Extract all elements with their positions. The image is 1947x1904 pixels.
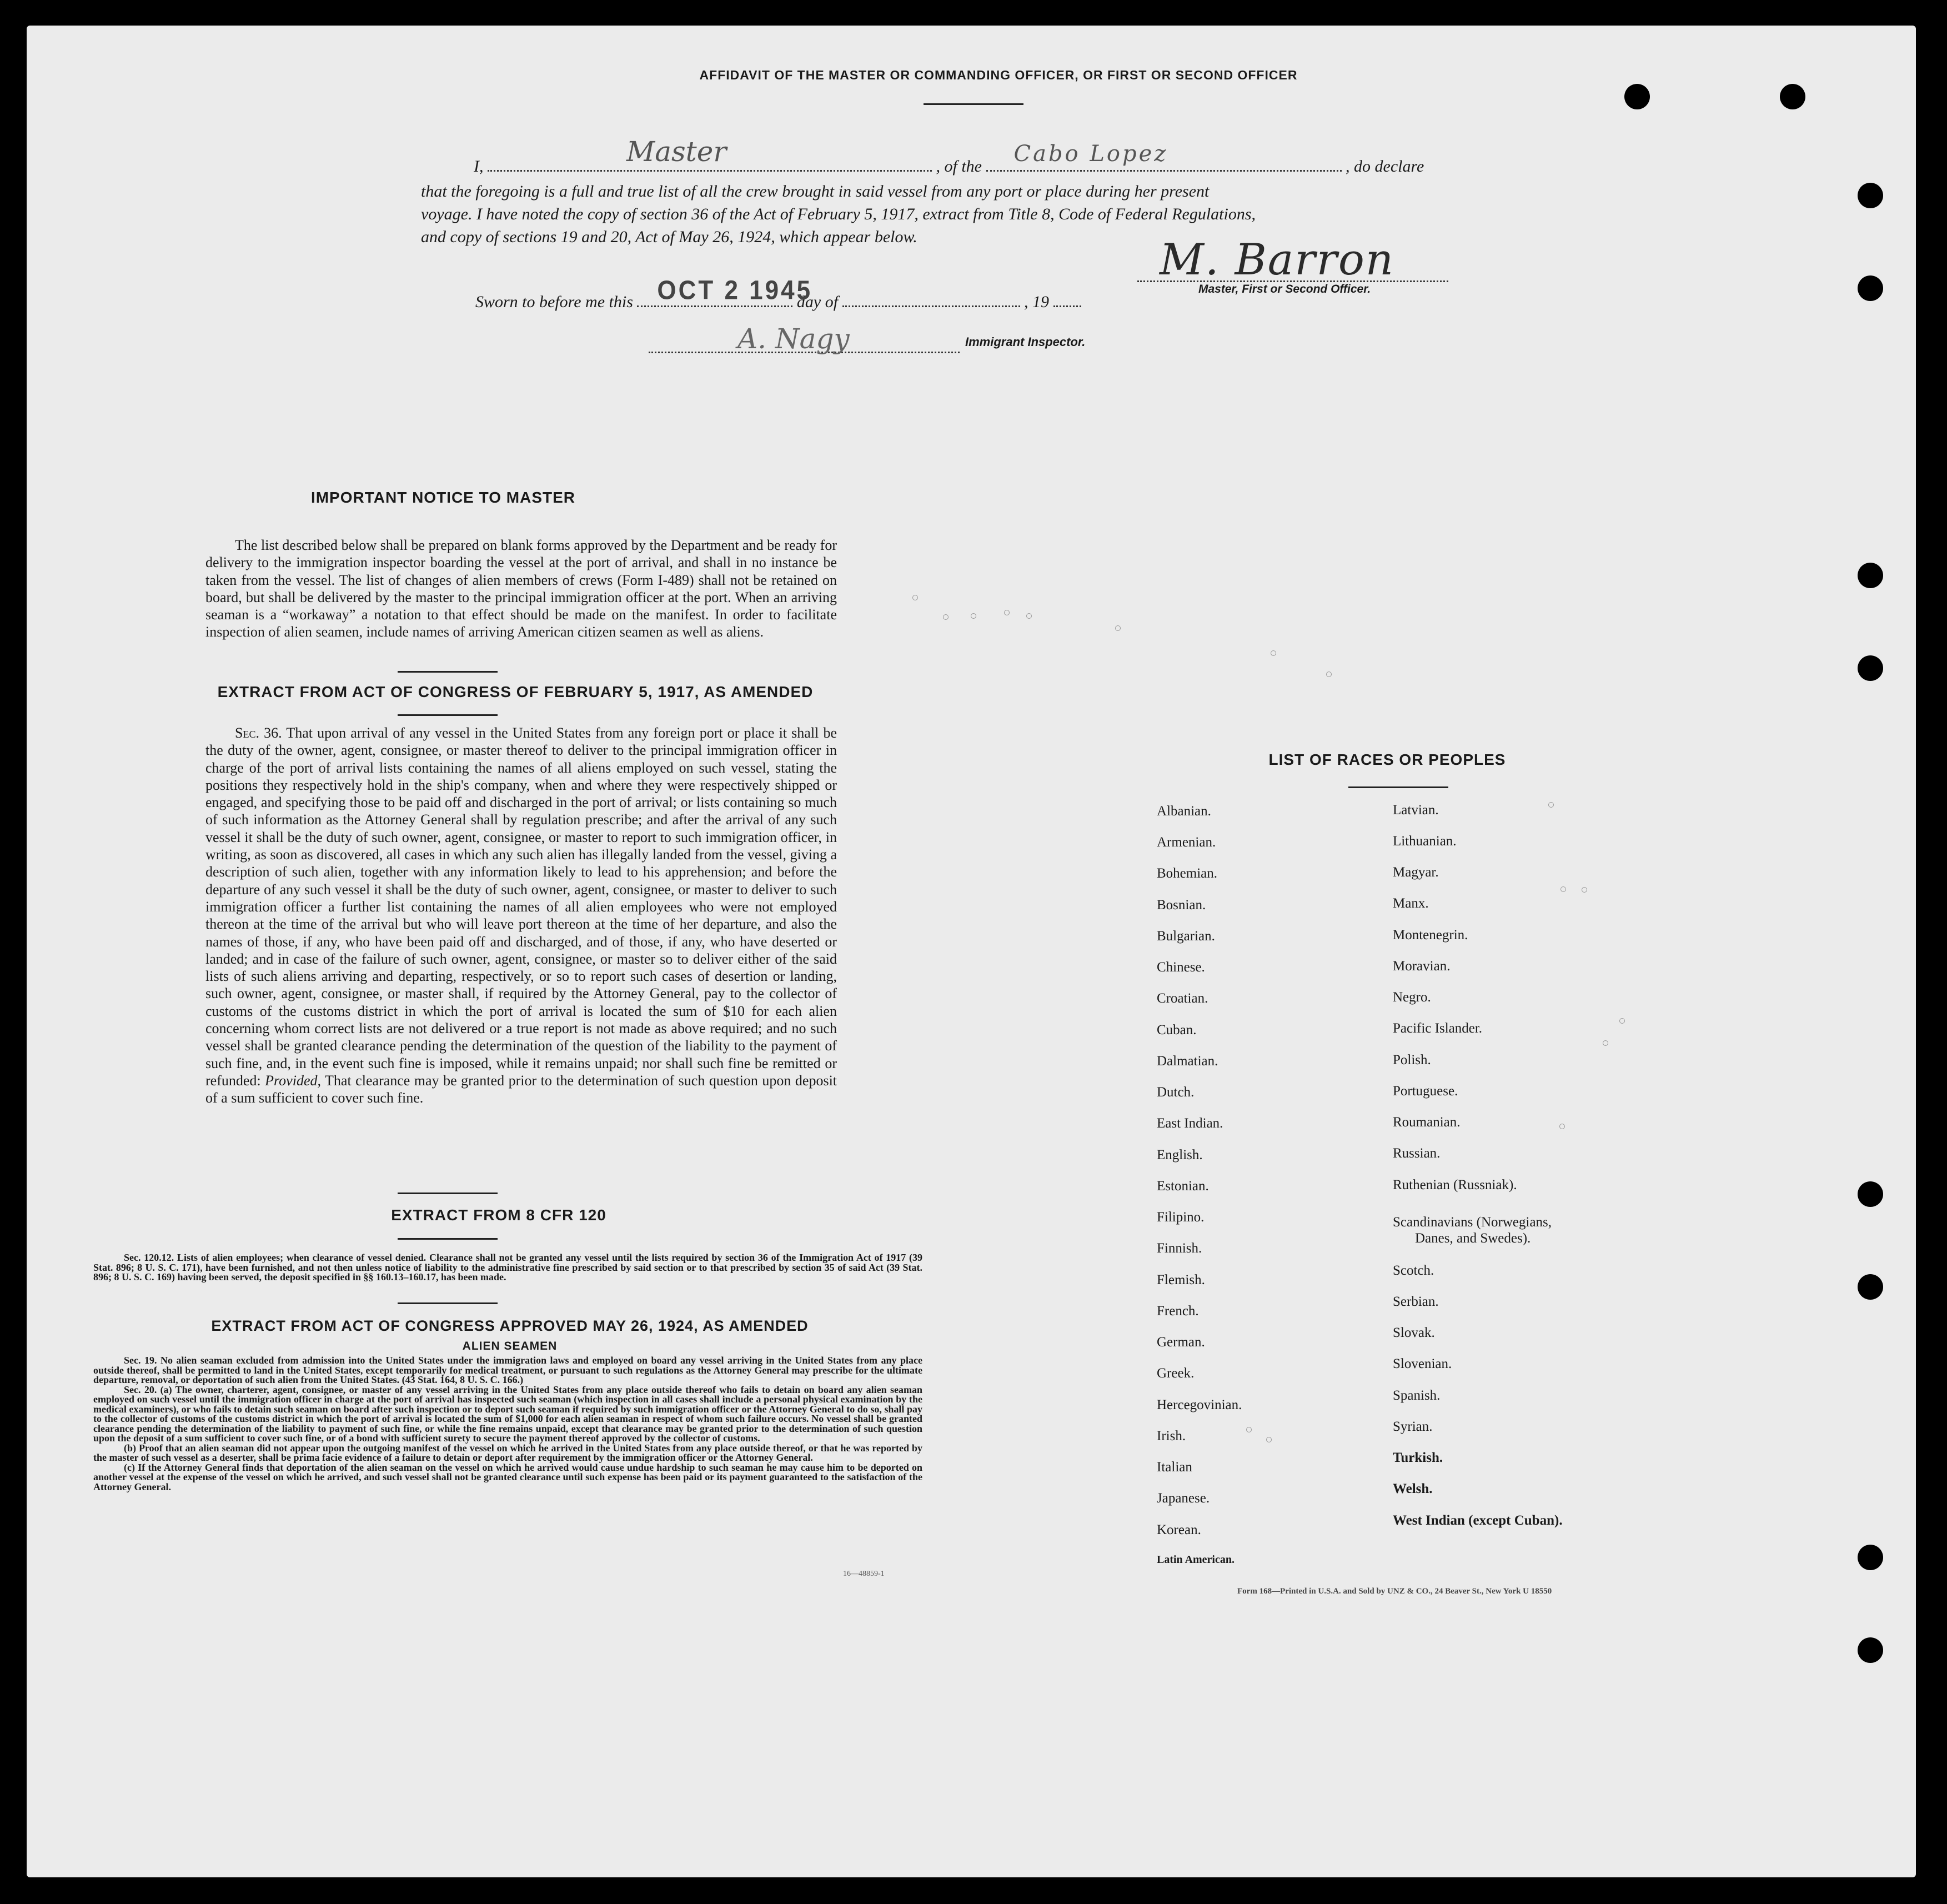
sworn-year-field xyxy=(1053,287,1081,307)
extract-cfr-text xyxy=(93,1253,922,1282)
master-name-handwritten: Master xyxy=(626,136,727,168)
race-right: Polish. xyxy=(1393,1053,1431,1068)
race-left: Hercegovinian. xyxy=(1157,1397,1242,1412)
sworn-day-field xyxy=(637,275,813,307)
race-left: Chinese. xyxy=(1157,960,1205,975)
sworn-month-field xyxy=(842,287,1020,307)
scan-speck xyxy=(1619,1018,1625,1024)
notice-body: The list described below shall be prepared on blank forms approved by the Department and be ready for delivery to the immigration inspector boarding the vessel at the port of arrival, and shall in no instance be taken from the vessel. The list of changes of alien members of crews (Form I-489) shall not be retained on board, but shall be delivered by the master to the principal immigration officer at the port. When an arriving seaman is a “workaway” a notation to that effect should be made on the manifest. In order to facilitate inspection of alien seamen, include names of arriving American citizen seamen as well as aliens. xyxy=(205,537,837,640)
vessel-name-handwritten: Cabo Lopez xyxy=(1013,141,1168,167)
race-right: Ruthenian (Russniak). xyxy=(1393,1178,1517,1192)
affidavit-do-declare: , do declare xyxy=(1346,157,1424,176)
scan-speck xyxy=(971,613,976,619)
race-left: Bohemian. xyxy=(1157,866,1218,881)
extract-1917-title: EXTRACT FROM ACT OF CONGRESS OF FEBRUARY 5, 1917, AS AMENDED xyxy=(217,683,814,700)
print-code: 16—48859-1 xyxy=(843,1570,885,1578)
race-right: Moravian. xyxy=(1393,959,1451,974)
scan-speck xyxy=(1266,1437,1272,1442)
affidavit-line-1 xyxy=(474,136,1507,176)
race-left: Japanese. xyxy=(1157,1491,1210,1506)
race-left: Flemish. xyxy=(1157,1272,1205,1287)
binder-hole xyxy=(1858,1545,1883,1570)
inspector-line xyxy=(649,323,1148,362)
race-left: Croatian. xyxy=(1157,991,1208,1006)
master-signature: M. Barron xyxy=(1160,235,1395,285)
race-right: Serbian. xyxy=(1393,1294,1439,1309)
scan-speck xyxy=(912,595,918,600)
sworn-day-of: day of xyxy=(796,293,839,311)
race-right: Roumanian. xyxy=(1393,1115,1461,1130)
sworn-prefix: Sworn to before me this xyxy=(475,293,633,311)
affidavit-i: I, xyxy=(474,157,484,176)
race-right: West Indian (except Cuban). xyxy=(1393,1513,1563,1528)
form-imprint: Form 168—Printed in U.S.A. and Sold by UNZ & CO., 24 Beaver St., New York U 18550 xyxy=(1237,1587,1552,1596)
sec-36-label: Sec. 36. xyxy=(235,725,282,741)
sec-36-provided: Provided, xyxy=(265,1072,321,1089)
affidavit-line-3: voyage. I have noted the copy of section 36 of the Act of February 5, 1917, extract from Title 8, Code of Federal Regulations, xyxy=(421,205,1256,223)
race-left: Korean. xyxy=(1157,1522,1201,1537)
sworn-line xyxy=(475,275,1197,312)
extract-1917-end-rule xyxy=(398,1192,498,1194)
race-right: Syrian. xyxy=(1393,1419,1433,1434)
scan-speck xyxy=(1548,802,1554,808)
race-left: German. xyxy=(1157,1335,1205,1350)
race-left: Irish. xyxy=(1157,1429,1186,1444)
race-left: Dalmatian. xyxy=(1157,1054,1218,1069)
race-left: Bulgarian. xyxy=(1157,929,1215,944)
race-right: Scandinavians (Norwegians, xyxy=(1393,1215,1552,1230)
race-right: Portuguese. xyxy=(1393,1084,1458,1099)
binder-hole xyxy=(1858,1274,1883,1300)
race-left: Armenian. xyxy=(1157,835,1216,850)
extract-cfr-end-rule xyxy=(398,1302,498,1304)
affidavit-line-4: and copy of sections 19 and 20, Act of May 26, 1924, which appear below. xyxy=(421,228,917,246)
binder-hole xyxy=(1858,275,1883,301)
notice-title: IMPORTANT NOTICE TO MASTER xyxy=(310,489,576,506)
extract-1917-rule xyxy=(398,714,498,716)
race-right: Spanish. xyxy=(1393,1388,1441,1403)
race-left: Bosnian. xyxy=(1157,898,1206,913)
scan-speck xyxy=(1582,887,1587,893)
race-right: Lithuanian. xyxy=(1393,834,1457,849)
affidavit-title: AFFIDAVIT OF THE MASTER OR COMMANDING OFFICER, OR FIRST OR SECOND OFFICER xyxy=(699,68,1298,82)
race-left: Latin American. xyxy=(1157,1554,1235,1566)
race-right: Welsh. xyxy=(1393,1481,1433,1496)
sec-36-body: That upon arrival of any vessel in the United States from any foreign port or place it shall be the duty of the owner, agent, consignee, or master thereof to deliver to the principal immigration officer in charge of the port of arrival lists containing the names of all aliens employed on such vessel, stating the positions they respectively hold in the ship's company, when and where they were respectively shipped or engaged, and specifying those to be paid off and discharged in the port of arrival; or lists containing so much of such information as the Attorney General shall by regulation prescribe; and after the arrival of any such vessel it shall be the duty of such owner, agent, consignee, or master to report to such immigration officer, in writing, as soon as discovered, all cases in which any such alien has illegally landed from the vessel, giving a description of such alien, together with any information likely to lead to his apprehension; and before the departure of any such vessel it shall be the duty of such owner, agent, consignee, or master to deliver to such immigration officer a further list containing the names of all alien employees who were not employed thereon at the time of the arrival but who will leave port thereon at the time of her departure, and also the names of those, if any, who have been paid off and discharged, and of those, if any, who have deserted or landed; and in case of the failure of such owner, agent, consignee, or master so to deliver either of the said lists of such aliens arriving and departing, respectively, or so to report such cases of desertion or landing, such owner, agent, consignee, or master shall, if required by the Attorney General, pay to the collector of customs of the customs district in which the port of arrival is located the sum of $10 for each alien concerning whom correct lists are not delivered or a true report is not made as above required; and no such vessel shall be granted clearance pending the determination of the question of the liability to the payment of such fine, and, in the event such fine is imposed, while it remains unpaid; nor shall such fine be remitted or refunded: xyxy=(205,725,837,1089)
scan-speck xyxy=(1603,1040,1608,1046)
race-left: English. xyxy=(1157,1148,1203,1163)
race-left: French. xyxy=(1157,1304,1199,1319)
race-right: Scotch. xyxy=(1393,1263,1434,1278)
race-right: Montenegrin. xyxy=(1393,928,1468,943)
vessel-name-field xyxy=(986,141,1342,172)
inspector-signature: A. Nagy xyxy=(737,323,850,355)
binder-hole xyxy=(1858,1637,1883,1663)
extract-cfr-rule xyxy=(398,1238,498,1240)
sec-20b: (b) Proof that an alien seaman did not appear upon the outgoing manifest of the vessel on which he arrived in the United States from any place outside thereof, or that he was reported by the master of such vessel as a deserter, shall be prima facie evidence of a failure to detain or deport after requirement by the immigration officer or the Attorney General. xyxy=(93,1442,922,1463)
scan-speck xyxy=(1026,613,1032,619)
scan-speck xyxy=(1271,650,1276,656)
sworn-year: , 19 xyxy=(1024,293,1050,311)
race-right: Latvian. xyxy=(1393,803,1439,818)
binder-hole xyxy=(1780,84,1805,109)
binder-hole xyxy=(1624,84,1650,109)
extract-cfr-title: EXTRACT FROM 8 CFR 120 xyxy=(391,1206,606,1224)
scan-speck xyxy=(1004,610,1010,615)
notice-rule xyxy=(398,671,498,673)
binder-hole xyxy=(1858,655,1883,681)
race-left: Greek. xyxy=(1157,1366,1195,1381)
race-left: East Indian. xyxy=(1157,1116,1223,1131)
race-left: Cuban. xyxy=(1157,1023,1197,1038)
notice-text xyxy=(205,537,837,641)
race-right-continuation: Danes, and Swedes). xyxy=(1415,1231,1531,1246)
extract-1924-title: EXTRACT FROM ACT OF CONGRESS APPROVED MAY 26, 1924, AS AMENDED xyxy=(211,1317,809,1334)
race-right: Pacific Islander. xyxy=(1393,1021,1483,1036)
scan-speck xyxy=(1115,625,1121,631)
extract-1924-subtitle: ALIEN SEAMEN xyxy=(462,1340,558,1352)
affidavit-of-the: , of the xyxy=(936,157,982,176)
extract-1924-text xyxy=(93,1356,922,1492)
race-right: Russian. xyxy=(1393,1146,1441,1161)
binder-hole xyxy=(1858,563,1883,588)
race-right: Turkish. xyxy=(1393,1450,1443,1465)
race-right: Slovenian. xyxy=(1393,1356,1452,1371)
race-left: Estonian. xyxy=(1157,1179,1209,1194)
extract-1917-text xyxy=(205,724,837,1107)
race-left: Filipino. xyxy=(1157,1210,1205,1225)
scan-speck xyxy=(1560,886,1566,892)
title-rule xyxy=(924,103,1023,105)
document-sheet xyxy=(27,26,1916,1877)
scan-speck xyxy=(1326,672,1332,677)
scan-speck xyxy=(943,614,949,620)
scan-speck xyxy=(1246,1427,1252,1432)
master-name-field xyxy=(488,136,932,172)
race-right: Slovak. xyxy=(1393,1325,1435,1340)
binder-hole xyxy=(1858,183,1883,208)
sec-36-body-end: That clearance may be granted prior to the determination of such question upon deposit of a sum sufficient to cover such fine. xyxy=(205,1072,837,1106)
sec-19: Sec. 19. No alien seaman excluded from admission into the United States under the immigration laws and employed on board any vessel arriving in the United States from any place outside thereof, shall be permitted to land in the United States, except temporarily for medical treatment, or pursuant to such regulations as the Attorney General may prescribe for the ultimate departure, removal, or deportation of such alien from the United States. (43 Stat. 164, 8 U. S. C. 166.) xyxy=(93,1355,922,1385)
race-right: Manx. xyxy=(1393,896,1429,911)
races-rule xyxy=(1348,786,1448,788)
affidavit-line-2: that the foregoing is a full and true list of all the crew brought in said vessel from any port or place during her present xyxy=(421,182,1210,201)
race-left: Albanian. xyxy=(1157,804,1211,819)
race-left: Finnish. xyxy=(1157,1241,1202,1256)
signature-caption: Master, First or Second Officer. xyxy=(1198,283,1371,295)
sec-20c: (c) If the Attorney General finds that deportation of the alien seaman on the vessel on which he arrived would cause undue hardship to such seaman he may cause him to be deported on another vessel at the expense of the vessel on which he arrived, and such vessel shall not be granted clearance until such expense has been paid or its payment guaranteed to the satisfaction of the Attorney General. xyxy=(93,1461,922,1492)
sec-20a: Sec. 20. (a) The owner, charterer, agent, consignee, or master of any vessel arriving in the United States from any place outside thereof who fails to detain on board any alien seaman employed on such vessel until the immigration officer in charge at the port of arrival has inspected such seaman (which inspection in all cases shall include a personal physical examination by the medical examiners), or who fails to detain such seaman on board after such inspection or to deport such seaman if required by such immigration officer or the Attorney General to do so, shall pay to the collector of customs of the customs district in which the port of arrival is located the sum of $1,000 for each alien seaman in respect of whom such failure occurs. No vessel shall be granted clearance pending the determination of the liability to payment of such fine, or while the fine remains unpaid, except that clearance may be granted prior to the determination of such question upon the deposit of a sum sufficient to cover such fine, or of a bond with sufficient surety to secure the payment thereof approved by the collector of customs. xyxy=(93,1384,922,1444)
inspector-caption: Immigrant Inspector. xyxy=(965,335,1086,349)
race-right: Negro. xyxy=(1393,990,1431,1005)
date-stamp: OCT 2 1945 xyxy=(657,275,813,305)
binder-hole xyxy=(1858,1181,1883,1207)
cfr-body: Sec. 120.12. Lists of alien employees; when clearance of vessel denied. Clearance shall not be granted any vessel until the lists required by section 36 of the Immigration Act of 1917 (39 Stat. 896; 8 U. S. C. 171), have been furnished, and not then unless notice of liability to the administrative fine prescribed by said section or to that prescribed by section 35 of said Act (39 Stat. 896; 8 U. S. C. 169) having been served, the deposit specified in §§ 160.13–160.17, has been made. xyxy=(93,1252,922,1282)
races-title: LIST OF RACES OR PEOPLES xyxy=(1268,751,1506,768)
race-left: Italian xyxy=(1157,1460,1192,1475)
race-right: Magyar. xyxy=(1393,865,1439,880)
scan-speck xyxy=(1559,1124,1565,1129)
race-left: Dutch. xyxy=(1157,1085,1195,1100)
